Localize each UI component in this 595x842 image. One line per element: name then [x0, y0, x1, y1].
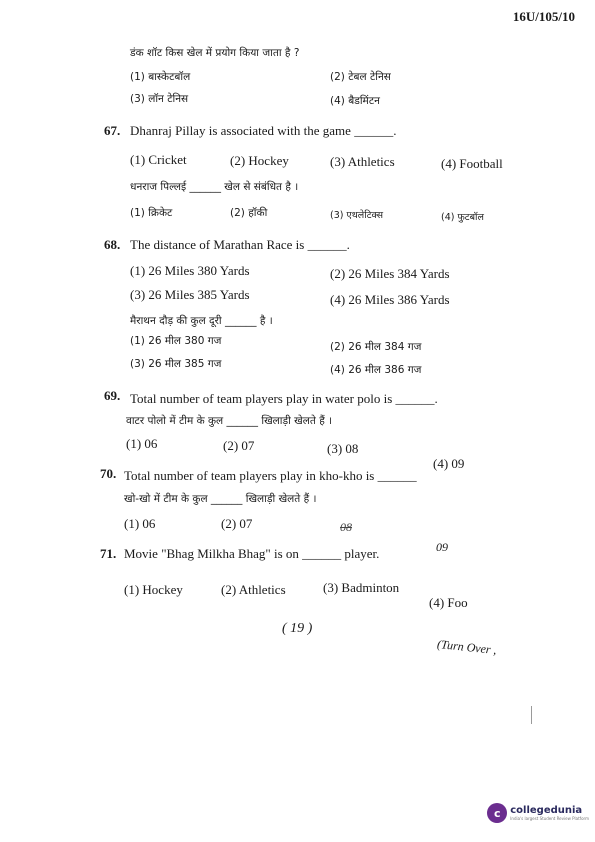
q69-number: 69.	[104, 388, 121, 403]
q70-question-hi: खो-खो में टीम के कुल ______ खिलाड़ी खेलते हैं ।	[124, 493, 317, 505]
q68-option-2: (2) 26 Miles 384 Yards	[330, 266, 450, 281]
q70-option-2: (2) 07	[221, 516, 253, 531]
q71-option-3: (3) Badminton	[323, 580, 400, 595]
q69-option-2: (2) 07	[223, 438, 255, 453]
q67-option-hi-4: (4) फुटबॉल	[441, 212, 484, 223]
q69-question-hi: वाटर पोलो में टीम के कुल ______ खिलाड़ी खेलते हैं ।	[126, 415, 333, 427]
q68-option-1: (1) 26 Miles 380 Yards	[130, 263, 250, 278]
q66-option-1: (1) बास्केटबॉल	[130, 71, 191, 83]
q67-option-2: (2) Hockey	[230, 153, 289, 168]
q67-question-hi: धनराज पिल्लई ______ खेल से संबंधित है ।	[130, 181, 299, 193]
q67-option-hi-2: (2) हॉकी	[230, 207, 268, 219]
q67-option-4: (4) Football	[441, 156, 503, 171]
q68-option-hi-4: (4) 26 मील 386 गज	[330, 364, 422, 376]
q67-number: 67.	[104, 123, 121, 138]
q69-option-3: (3) 08	[327, 441, 359, 456]
q68-option-4: (4) 26 Miles 386 Yards	[330, 292, 450, 307]
q67-option-hi-1: (1) क्रिकेट	[130, 207, 173, 219]
q71-question-en: Movie "Bhag Milkha Bhag" is on ______ player.	[124, 546, 380, 561]
paper-code: 16U/105/10	[512, 9, 575, 24]
q68-option-hi-2: (2) 26 मील 384 गज	[330, 341, 422, 353]
brand-name: collegedunia	[510, 805, 583, 816]
q71-option-2: (2) Athletics	[221, 582, 286, 597]
q68-option-hi-3: (3) 26 मील 385 गज	[130, 358, 222, 370]
q68-question-hi: मैराथन दौड़ की कुल दूरी ______ है ।	[130, 315, 273, 327]
q70-option-3-partial: 08	[340, 520, 352, 534]
q69-question-en: Total number of team players play in water polo is ______.	[130, 391, 438, 406]
q67-option-hi-3: (3) एथलेटिक्स	[330, 210, 384, 221]
q67-question-en: Dhanraj Pillay is associated with the game ______.	[130, 123, 397, 138]
q66-option-4: (4) बैडमिंटन	[330, 95, 380, 107]
q68-option-3: (3) 26 Miles 385 Yards	[130, 287, 250, 302]
page-number: ( 19 )	[282, 621, 313, 636]
q70-number: 70.	[100, 466, 117, 481]
brand-tagline: India's largest Student Review Platform	[510, 816, 589, 821]
collegedunia-logo	[487, 803, 589, 823]
q68-question-en: The distance of Marathan Race is ______.	[130, 237, 350, 252]
graduation-cap-icon: c	[487, 803, 507, 823]
q69-option-1: (1) 06	[126, 436, 158, 451]
turn-over-note: (Turn Over ,	[436, 636, 498, 658]
q70-option-1: (1) 06	[124, 516, 156, 531]
q67-option-3: (3) Athletics	[330, 154, 395, 169]
scan-mark	[531, 706, 532, 724]
q70-option-4-partial: 09	[436, 540, 448, 554]
q66-question-hi: डंक शॉट किस खेल में प्रयोग किया जाता है ?	[130, 47, 300, 59]
q69-option-4: (4) 09	[433, 456, 465, 471]
q71-number: 71.	[100, 546, 117, 561]
q71-option-1: (1) Hockey	[124, 582, 183, 597]
q66-option-2: (2) टेबल टेनिस	[330, 71, 391, 83]
q66-option-3: (3) लॉन टेनिस	[130, 93, 189, 105]
q70-question-en: Total number of team players play in kho-kho is ______	[124, 468, 417, 483]
q68-option-hi-1: (1) 26 मील 380 गज	[130, 335, 222, 347]
q68-number: 68.	[104, 237, 121, 252]
q67-option-1: (1) Cricket	[130, 152, 187, 167]
q71-option-4: (4) Foo	[429, 595, 468, 610]
